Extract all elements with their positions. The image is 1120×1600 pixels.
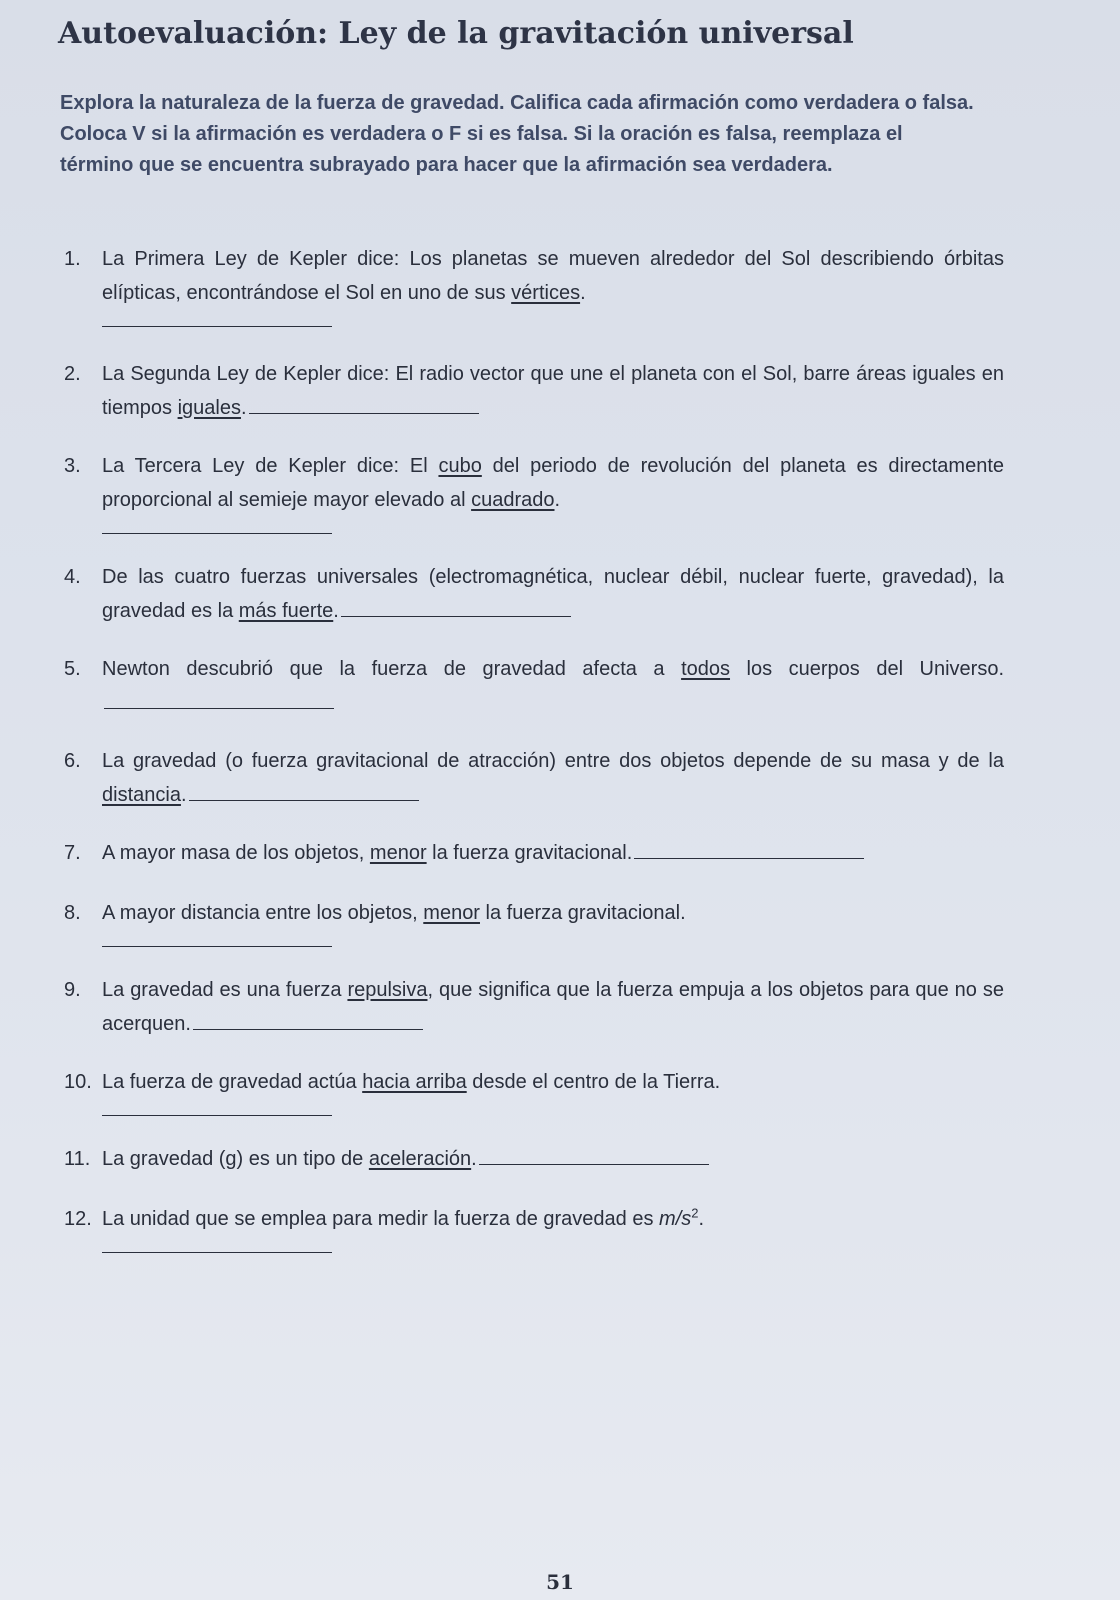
unit-text: m/s [659, 1208, 692, 1230]
statement-text-end: la fuerza gravitacional. [426, 842, 633, 864]
statement-text: La gravedad es una fuerza [102, 979, 348, 1001]
statement-text-end: desde el centro de la Tierra. [466, 1071, 721, 1093]
statement-text-end: . [580, 282, 586, 304]
statement-number: 6. [64, 750, 81, 772]
answer-blank[interactable] [102, 310, 332, 327]
page-title: Autoevaluación: Ley de la gravitación universal [58, 16, 854, 51]
answer-blank[interactable] [193, 1007, 423, 1030]
underlined-term: repulsiva [347, 979, 428, 1001]
underlined-term: vértices [511, 282, 581, 304]
statement-9 [64, 973, 1004, 1041]
statement-2 [64, 357, 1004, 425]
statement-10 [64, 1065, 1004, 1116]
statement-text: La fuerza de gravedad actúa [102, 1071, 363, 1093]
statement-11 [64, 1142, 1004, 1176]
answer-blank[interactable] [102, 930, 332, 947]
answer-blank[interactable] [479, 1142, 709, 1165]
answer-blank[interactable] [249, 391, 479, 414]
statement-text: De las cuatro fuerzas universales (electromagnética, nuclear débil, nuclear fuerte, gravedad), la gravedad es la [102, 566, 1004, 622]
statement-text: A mayor masa de los objetos, [102, 842, 370, 864]
underlined-term: hacia arriba [362, 1071, 467, 1093]
statement-number: 8. [64, 902, 81, 924]
answer-blank[interactable] [104, 686, 334, 709]
statement-text-end: . [180, 784, 187, 806]
statement-4 [64, 560, 1004, 628]
statement-list [64, 242, 1004, 1253]
instructions: Explora la naturaleza de la fuerza de gravedad. Califica cada afirmación como verdadera o falsa. Coloca V si la afirmación es verdadera o F si es falsa. Si la oración es falsa, reemplaza el término que se encuentra subrayado para hacer que la afirmación sea verdadera. [60, 92, 974, 176]
page-number: 51 [546, 1570, 574, 1594]
unit-exponent: 2 [691, 1205, 699, 1221]
underlined-term: más fuerte [238, 600, 334, 622]
answer-blank[interactable] [634, 836, 864, 859]
answer-blank[interactable] [341, 594, 571, 617]
statement-number: 1. [64, 248, 81, 270]
statement-text: La Tercera Ley de Kepler dice: El [102, 455, 439, 477]
statement-12 [64, 1202, 1004, 1253]
statement-1 [64, 242, 1004, 327]
underlined-term: menor [369, 842, 427, 864]
statement-text-end: los cuerpos del Universo. [730, 658, 1005, 680]
statement-text-end: . [554, 489, 561, 511]
statement-text: La Primera Ley de Kepler dice: Los planetas se mueven alrededor del Sol describiendo órbitas elípticas, encontrándose el Sol en uno de sus [102, 248, 1004, 304]
answer-blank[interactable] [189, 778, 419, 801]
statement-8 [64, 896, 1004, 947]
statement-6 [64, 744, 1004, 812]
underlined-term: iguales [177, 397, 241, 419]
statement-number: 9. [64, 979, 81, 1001]
answer-blank[interactable] [102, 1099, 332, 1116]
statement-number: 11. [64, 1148, 91, 1170]
underlined-term: todos [681, 658, 731, 680]
statement-7 [64, 836, 1004, 870]
statement-number: 10. [64, 1071, 92, 1093]
statement-text: La gravedad (g) es un tipo de [102, 1148, 369, 1170]
statement-number: 2. [64, 363, 81, 385]
underlined-term: distancia [102, 784, 181, 806]
statement-text-end: . [698, 1208, 705, 1230]
statement-text-end: la fuerza gravitacional. [479, 902, 686, 924]
statement-text-end: , que significa que la fuerza empuja a los objetos para que no se acerquen. [102, 979, 1004, 1035]
statement-text-end: . [471, 1148, 477, 1170]
statement-3 [64, 449, 1004, 534]
underlined-term: menor [423, 902, 480, 924]
statement-number: 7. [64, 842, 81, 864]
statement-number: 5. [64, 658, 81, 680]
answer-blank[interactable] [102, 517, 332, 534]
underlined-term-2: cuadrado [471, 489, 555, 511]
underlined-term: aceleración [368, 1148, 472, 1170]
statement-number: 4. [64, 566, 81, 588]
statement-number: 3. [64, 455, 81, 477]
statement-text-end: . [333, 600, 339, 622]
statement-text-mid: del periodo de revolución del planeta es directamente proporcional al semieje mayor elevado al [102, 455, 1005, 511]
statement-number: 12. [64, 1208, 92, 1230]
underlined-term: cubo [438, 455, 482, 477]
statement-text: La Segunda Ley de Kepler dice: El radio vector que une el planeta con el Sol, barre áreas iguales en tiempos [102, 363, 1004, 419]
statement-text: La unidad que se emplea para medir la fuerza de gravedad es [102, 1208, 660, 1230]
answer-blank[interactable] [102, 1236, 332, 1253]
statement-5 [64, 652, 1004, 720]
statement-text: A mayor distancia entre los objetos, [102, 902, 424, 924]
statement-text-end: . [240, 397, 247, 419]
statement-text: Newton descubrió que la fuerza de gravedad afecta a [102, 658, 682, 680]
statement-text: La gravedad (o fuerza gravitacional de atracción) entre dos objetos depende de su masa y de la [102, 750, 1004, 772]
